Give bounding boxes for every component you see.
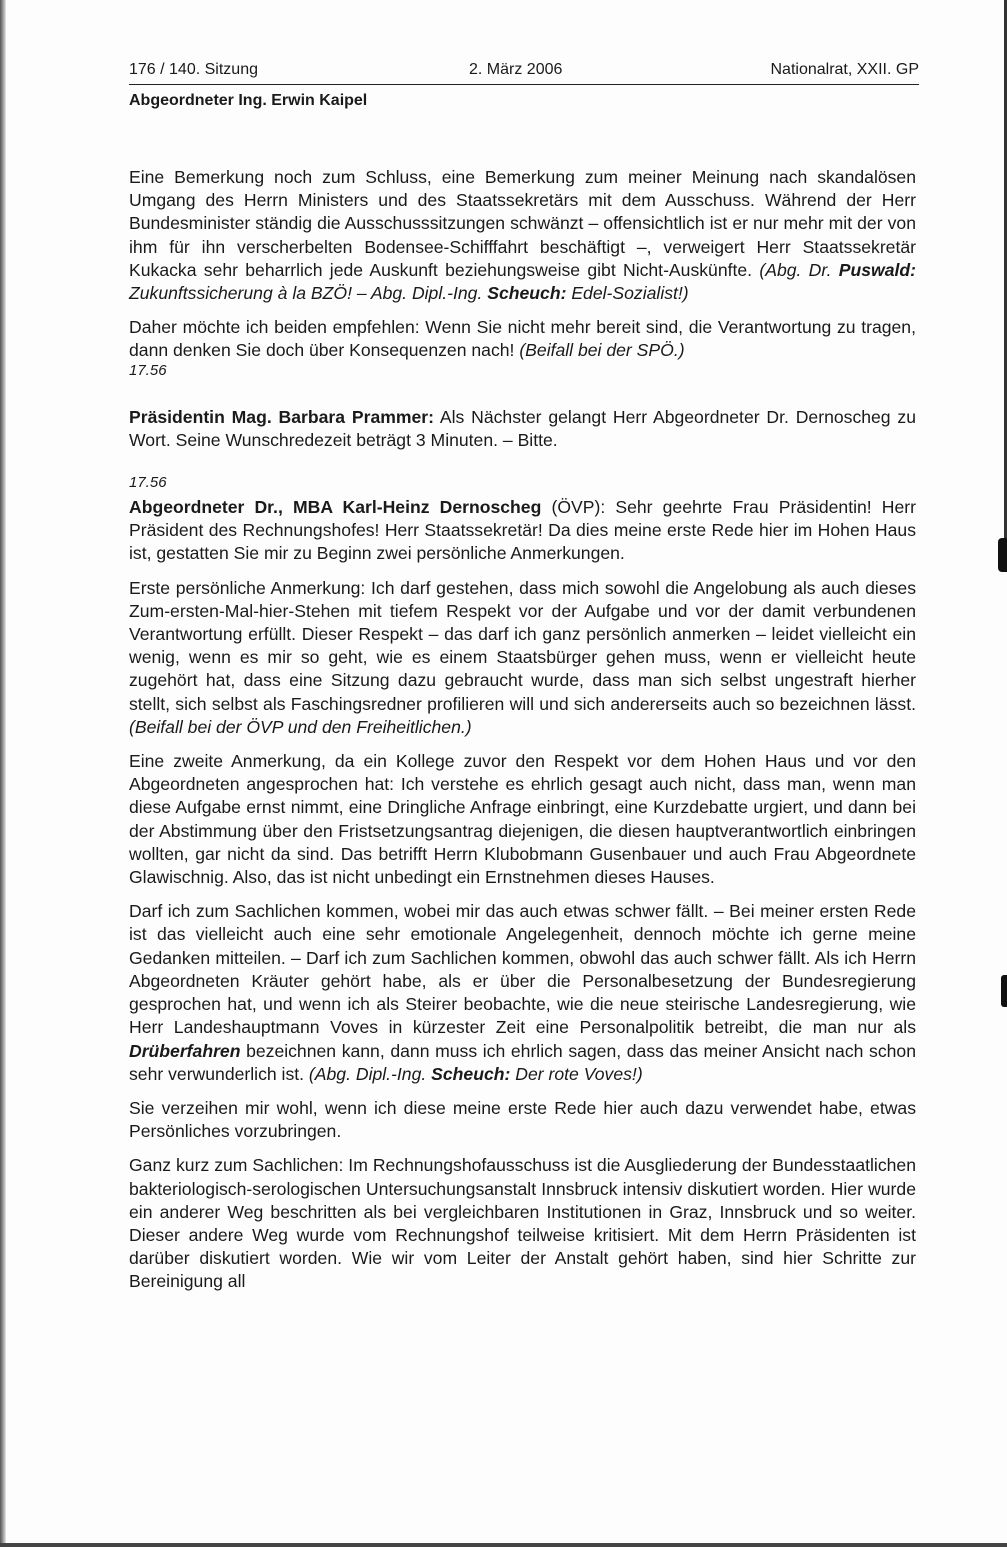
timestamp: 17.56	[129, 361, 167, 379]
transcript-body	[129, 166, 916, 1305]
paragraph: Daher möchte ich beiden empfehlen: Wenn Sie nicht mehr bereit sind, die Verantwortung zu tragen, dann denken Sie doch über Konsequenzen nach! (Beifall bei der SPÖ.)	[129, 317, 916, 361]
paragraph: Sie verzeihen mir wohl, wenn ich diese meine erste Rede hier auch dazu verwendet habe, etwas Persönliches vorzubringen.	[129, 1097, 916, 1142]
page-date: 2. März 2006	[469, 61, 563, 78]
speaker-paragraph: Abgeordneter Dr., MBA Karl-Heinz Dernoscheg (ÖVP): Sehr geehrte Frau Präsidentin! Herr Präsident des Rechnungshofes! Herr Staatssekretär! Da dies meine erste Rede hier im Hohen Haus ist, gestatten Sie mir zu Beginn zwei persönliche Anmerkungen.	[129, 497, 917, 564]
paragraph: Darf ich zum Sachlichen kommen, wobei mir das auch etwas schwer fällt. – Bei meiner ersten Rede ist das vielleicht auch eine sehr emotionale Angelegenheit, dennoch möchte ich gerne meine Gedanken mitteilen. – Darf ich zum Sachlichen kommen, obwohl das auch schwer fällt. Als ich Herrn Abgeordneten Kräuter gehört habe, als er über die Personalbesetzung der Bundesregierung gesprochen hat, und wenn ich als Steirer beobachte, wie die neue steirische Landesregierung, wie Herr Landeshauptmann Voves in kürzester Zeit eine Personalpolitik betreibt, die man nur als Drüberfahren bezeichnen kann, dann muss ich ehrlich sagen, dass das meiner Ansicht nach schon sehr verwunderlich ist. (Abg. Dipl.-Ing. Scheuch: Der rote Voves!)	[129, 901, 916, 1084]
timestamp: 17.56	[129, 474, 167, 492]
current-speaker: Abgeordneter Ing. Erwin Kaipel	[129, 92, 368, 109]
president-paragraph: Präsidentin Mag. Barbara Prammer: Als Nächster gelangt Herr Abgeordneter Dr. Dernoscheg zu Wort. Seine Wunschredezeit beträgt 3 Minuten. – Bitte.	[129, 406, 916, 450]
paragraph: Eine zweite Anmerkung, da ein Kollege zuvor den Respekt vor dem Hohen Haus und vor den Abgeordneten angesprochen hat: Ich verstehe es ehrlich gesagt auch nicht, dass man, wenn man diese Aufgabe ernst nimmt, eine Dringliche Anfrage einbringt, eine Kurzdebatte urgiert, und dann bei der Abstimmung über den Fristsetzungsantrag diejenigen, die diesen hauptverantwortlich einbringen wollten, gar nicht da sind. Das betrifft Herrn Klubobmann Gusenbauer und auch Frau Abgeordnete Glawischnig. Also, das ist nicht unbedingt ein Ernstnehmen dieses Hauses.	[129, 751, 916, 888]
paragraph: Ganz kurz zum Sachlichen: Im Rechnungshofausschuss ist die Ausgliederung der Bundesstaatlichen bakteriologisch-serologischen Untersuchungsanstalt Innsbruck intensiv diskutiert worden. Hier wurde ein anderer Weg beschritten als bei vergleichbaren Institutionen in Graz, Innsbruck und so weiter. Dieser andere Weg wurde vom Rechnungshof teilweise kritisiert. Mit dem Herrn Präsidenten ist darüber diskutiert worden. Wie wir vom Leiter der Anstalt gehört haben, sind hier Schritte zur Bereinigung all	[129, 1155, 916, 1292]
scan-edge-bottom	[0, 1543, 1007, 1547]
scan-binding-mark	[1001, 975, 1007, 1007]
paragraph: Eine Bemerkung noch zum Schluss, eine Bemerkung zum meiner Meinung nach skandalösen Umgang des Herrn Ministers und des Staatssekretärs mit dem Ausschuss. Während der Herr Bundesminister ständig die Ausschusssitzungen schwänzt – offensichtlich ist er nur mehr mit der von ihm für ihn verscherbelten Bodensee-Schifffahrt beschäftigt –, verweigert Herr Staatssekretär Kukacka sehr beharrlich jede Auskunft beziehungsweise gibt Nicht-Auskünfte. (Abg. Dr. Puswald: Zukunftssicherung à la BZÖ! – Abg. Dipl.-Ing. Scheuch: Edel-Sozialist!)	[129, 167, 916, 304]
scan-edge-left	[0, 0, 6, 1547]
page-session: 176 / 140. Sitzung	[129, 61, 258, 78]
parliament-label: Nationalrat, XXII. GP	[770, 61, 919, 78]
paragraph: Erste persönliche Anmerkung: Ich darf gestehen, dass mich sowohl die Angelobung als auch dieses Zum-ersten-Mal-hier-Stehen mit tiefem Respekt vor der Aufgabe und vor der damit verbundenen Verantwortung erfüllt. Dieser Respekt – das darf ich ganz persönlich anmerken – leidet vielleicht ein wenig, wenn es mir so geht, wie es einem Staatsbürger gehen muss, wenn er vielleicht heute zugehört hat, dass eine Sitzung dazu gebraucht wurde, dass man sich selbst ungestraft hierher stellt, sich selbst als Faschingsredner profilieren will und sich andererseits auch so bezeichnen lässt. (Beifall bei der ÖVP und den Freiheitlichen.)	[129, 577, 916, 737]
page-header	[129, 58, 919, 85]
scan-binding-mark	[998, 538, 1007, 572]
